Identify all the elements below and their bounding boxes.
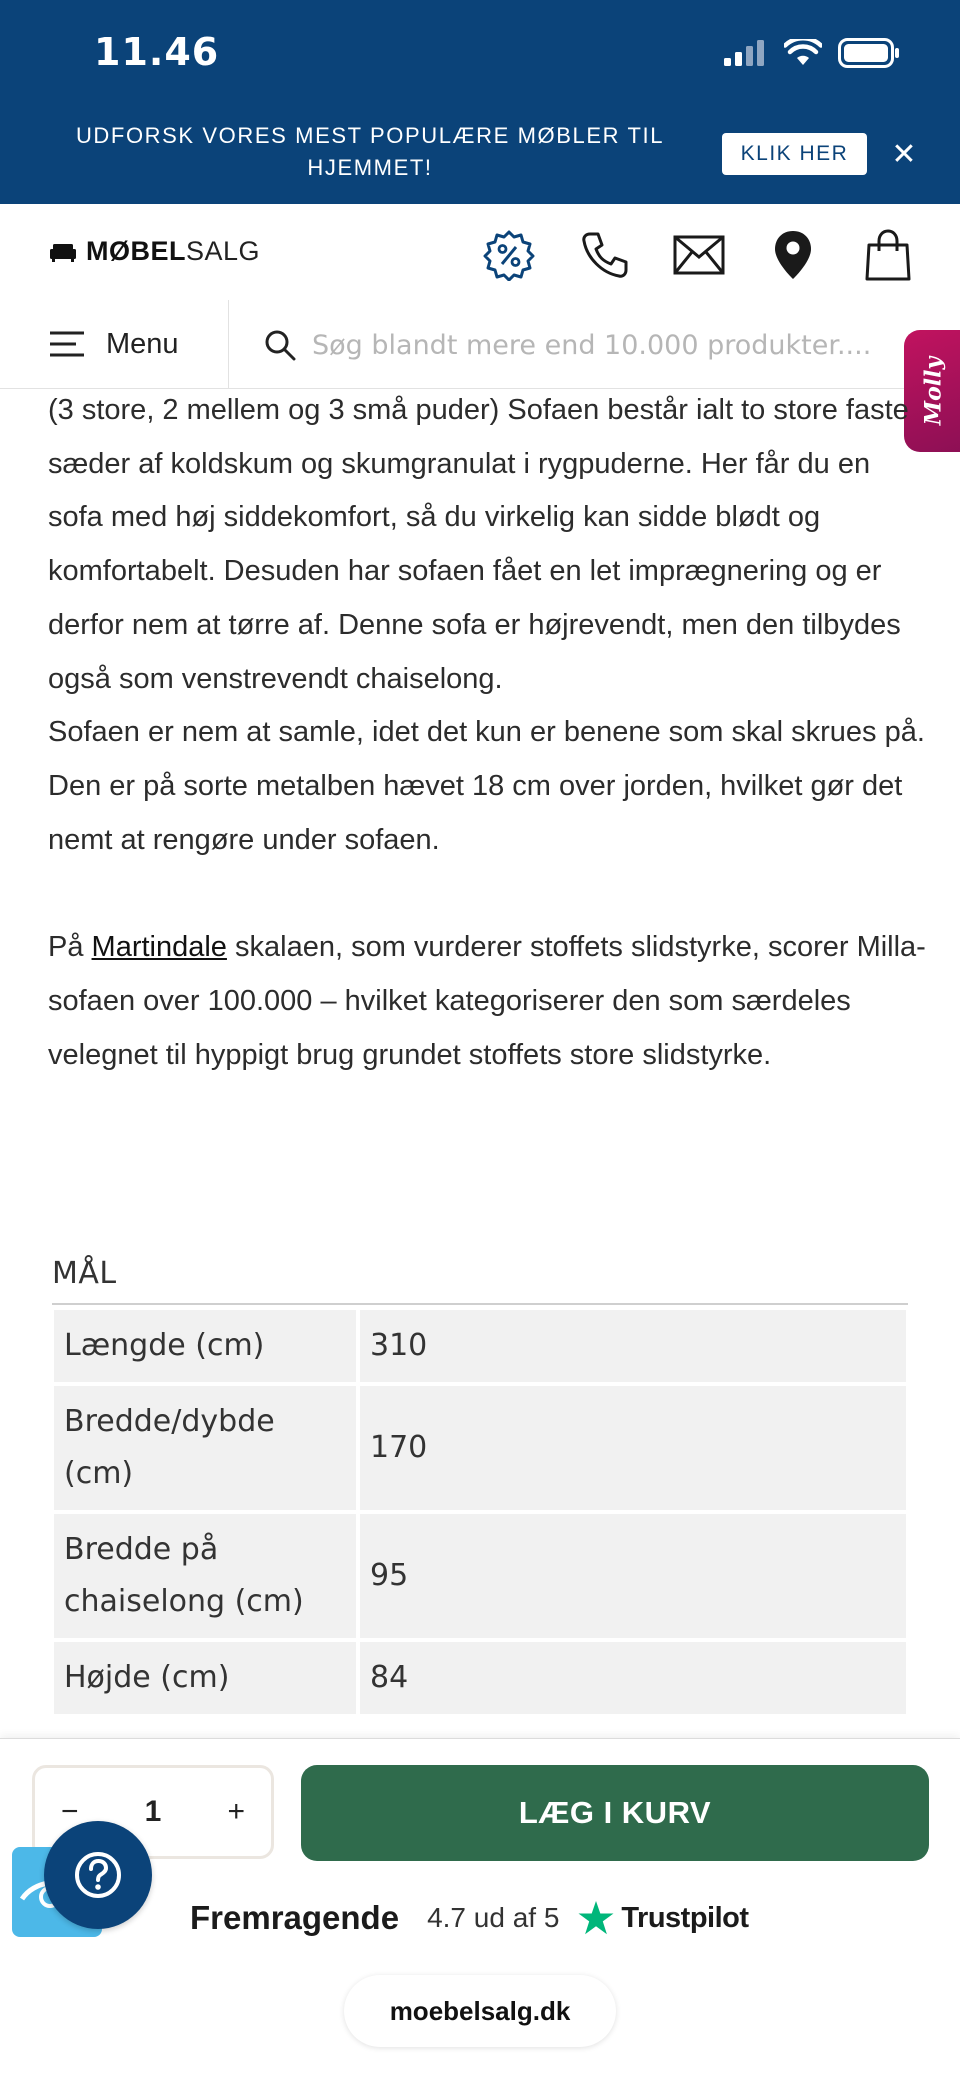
table-row: [54, 1310, 906, 1382]
promo-banner: [0, 0, 960, 204]
trustpilot-star-icon: [577, 1900, 615, 1936]
spec-value: 95: [360, 1514, 906, 1638]
martindale-link[interactable]: Martindale: [91, 931, 227, 964]
description-paragraph: Sofaen er nem at samle, idet det kun er benene som skal skrues på. Den er på sorte metalben hævet 18 cm over jorden, hvilket gør det nemt at rengøre under sofaen.: [48, 716, 925, 856]
logo-light: SALG: [186, 236, 261, 266]
discount-icon[interactable]: [481, 228, 537, 282]
status-icons: [724, 38, 900, 68]
battery-icon: [838, 38, 900, 68]
nav-bar: [0, 300, 960, 389]
trustpilot-score: 4.7 ud af 5: [427, 1902, 560, 1933]
spec-label: Bredde/dybde (cm): [54, 1386, 356, 1510]
quantity-value[interactable]: 1: [144, 1795, 162, 1828]
spec-value: 170: [360, 1386, 906, 1510]
search-input[interactable]: [310, 329, 904, 362]
question-icon: [73, 1850, 123, 1900]
logo[interactable]: [50, 236, 260, 267]
decrease-button[interactable]: −: [61, 1795, 79, 1828]
add-to-cart-button[interactable]: LÆG I KURV: [301, 1765, 929, 1861]
product-description: [48, 384, 928, 1082]
location-pin-icon[interactable]: [765, 228, 821, 282]
site-header: [0, 204, 960, 301]
status-time: 11.46: [94, 30, 220, 74]
specs-divider: [52, 1303, 908, 1305]
logo-bold: MØBEL: [86, 236, 186, 266]
spec-label: Bredde på chaiselong (cm): [54, 1514, 356, 1638]
increase-button[interactable]: +: [227, 1795, 245, 1828]
phone-icon[interactable]: [577, 228, 633, 282]
specs-title: MÅL: [52, 1256, 117, 1291]
table-row: [54, 1642, 906, 1714]
trustpilot-rating[interactable]: [190, 1899, 749, 1937]
description-paragraph: (3 store, 2 mellem og 3 små puder) Sofaen består ialt to store faste sæder af koldskum og skumgranulat i rygpuderne. Her får du en sofa med høj siddekomfort, så du virkelig kan sidde blødt og komfortabelt. Desuden har sofaen fået en let imprægnering og er derfor nem at tørre af. Denne sofa er højrevendt, men den tilbydes også som venstrevendt chaiselong.: [48, 394, 909, 695]
close-icon[interactable]: ✕: [891, 137, 917, 171]
molly-label: Molly: [920, 356, 946, 426]
promo-text: UDFORSK VORES MEST POPULÆRE MØBLER TIL HJEMMET!: [75, 123, 665, 180]
mail-icon[interactable]: [671, 228, 727, 282]
spec-value: 84: [360, 1642, 906, 1714]
browser-url-bar[interactable]: moebelsalg.dk: [344, 1975, 616, 2047]
signal-icon: [724, 40, 768, 66]
specs-table: [50, 1306, 910, 1718]
promo-button[interactable]: KLIK HER: [722, 133, 867, 175]
shopping-bag-icon[interactable]: [860, 228, 916, 282]
menu-label: Menu: [106, 327, 179, 360]
purchase-bar: [0, 1738, 960, 2078]
search-icon[interactable]: [264, 329, 296, 361]
spec-label: Længde (cm): [54, 1310, 356, 1382]
sofa-icon: [50, 242, 76, 262]
trustpilot-rating-word: Fremragende: [190, 1899, 400, 1936]
martindale-prefix: På: [48, 931, 92, 964]
hamburger-icon: [50, 331, 84, 357]
trustpilot-brand: Trustpilot: [621, 1901, 749, 1934]
search-bar: [264, 322, 904, 368]
wifi-icon: [784, 39, 822, 67]
table-row: [54, 1514, 906, 1638]
help-button[interactable]: [44, 1821, 152, 1929]
menu-button[interactable]: [0, 300, 229, 388]
spec-value: 310: [360, 1310, 906, 1382]
description-paragraph: [48, 921, 928, 1082]
spec-label: Højde (cm): [54, 1642, 356, 1714]
martindale-text: skalaen, som vurderer stoffets slidstyrke, scorer Milla-sofaen over 100.000 – hvilket kategoriserer den som særdeles velegnet til hyppigt brug grundet stoffets store slidstyrke.: [48, 931, 926, 1071]
table-row: [54, 1386, 906, 1510]
